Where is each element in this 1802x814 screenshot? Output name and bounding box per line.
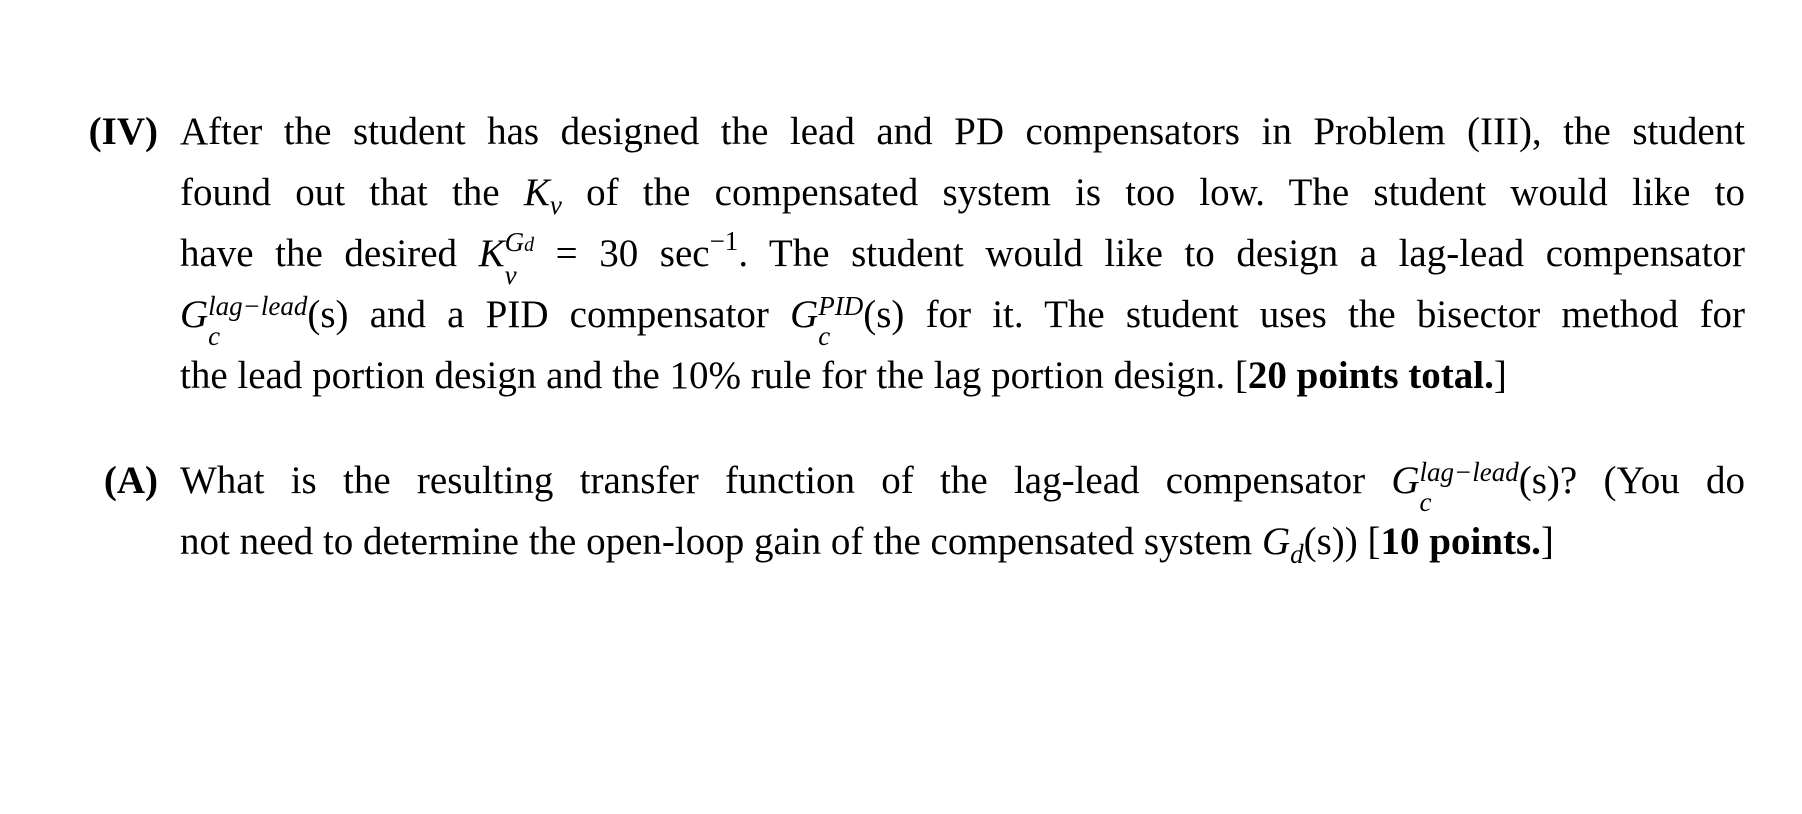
problem-iv-line-1-text: After the student has designed the lead and PD compensators in Problem (III), the student: [180, 110, 1745, 153]
problem-iv: [60, 101, 1750, 572]
s-arg-2: (s): [863, 293, 905, 336]
problem-iv-line-1: [180, 101, 1745, 162]
problem-iv-text: [180, 101, 1745, 406]
part-a-line-2: [180, 511, 1745, 572]
part-a-line-1-pre: What is the resulting transfer function of the lag-lead compensator: [180, 459, 1366, 502]
line-3-pre: have the desired: [180, 232, 458, 275]
line-3-post: . The student would like to design a lag-lead compensator: [738, 232, 1746, 275]
line-2-post: of the compensated system is too low. The student would like to: [586, 171, 1746, 214]
problem-iv-label: (IV): [88, 110, 158, 153]
bracket-close: ]: [1540, 520, 1554, 563]
part-a-line-1-post: ? (You do: [1559, 459, 1746, 502]
kv-gd-scripts: Gd v: [504, 227, 535, 290]
problem-iv-line-3: [180, 223, 1746, 290]
part-a-line-2-pre: not need to determine the open-loop gain of the compensated system: [180, 520, 1253, 563]
part-a-line-1: What is the resulting transfer function of the lag-lead compensator G lag−lead c (s)? (You do: [180, 457, 1746, 517]
gd-symbol: G: [1261, 520, 1291, 563]
kv-symbol: K: [478, 232, 505, 275]
gd-arg: (s)): [1303, 520, 1358, 563]
k-symbol: K: [523, 171, 550, 214]
gd-subscript: d: [1290, 539, 1304, 569]
line-3-exponent: −1: [709, 226, 739, 256]
s-arg-1: (s): [307, 293, 349, 336]
problem-iv-line-2: [180, 162, 1745, 223]
gd-sup-g: G: [504, 227, 525, 257]
close-bracket: ]: [1493, 354, 1507, 397]
gd-sup-d: d: [524, 234, 535, 256]
part-a-points: 10 points.: [1380, 520, 1541, 563]
k-subscript: v: [549, 190, 562, 220]
part-a-s-arg: (s): [1518, 459, 1560, 502]
part-a-g-symbol: G: [1391, 459, 1420, 502]
problem-iv-line-4: G lag−lead c (s) and a PID compensator G PID c (s) for it. The student uses the bisector method for: [180, 291, 1746, 351]
part-a-item: [60, 450, 1750, 572]
problem-iv-line-5: [180, 345, 1745, 406]
line-4-post: for it. The student uses the bisector method for: [925, 293, 1746, 336]
part-a-label: (A): [103, 459, 158, 502]
line-2-pre: found out that the: [180, 171, 500, 214]
bracket-open: [: [1367, 520, 1381, 563]
line-3-eq: = 30 sec: [555, 232, 710, 275]
kv-gd-superscript: [504, 227, 535, 257]
g-laglead-symbol: G: [180, 293, 209, 336]
line-4-mid: and a PID compensator: [369, 293, 769, 336]
part-a-text: [180, 450, 1745, 572]
problem-iv-item: [60, 101, 1750, 406]
line-5-text: the lead portion design and the 10% rule for the lag portion design. [: [180, 354, 1248, 397]
g-pid-symbol: G: [790, 293, 819, 336]
points-total: 20 points total.: [1247, 354, 1494, 397]
